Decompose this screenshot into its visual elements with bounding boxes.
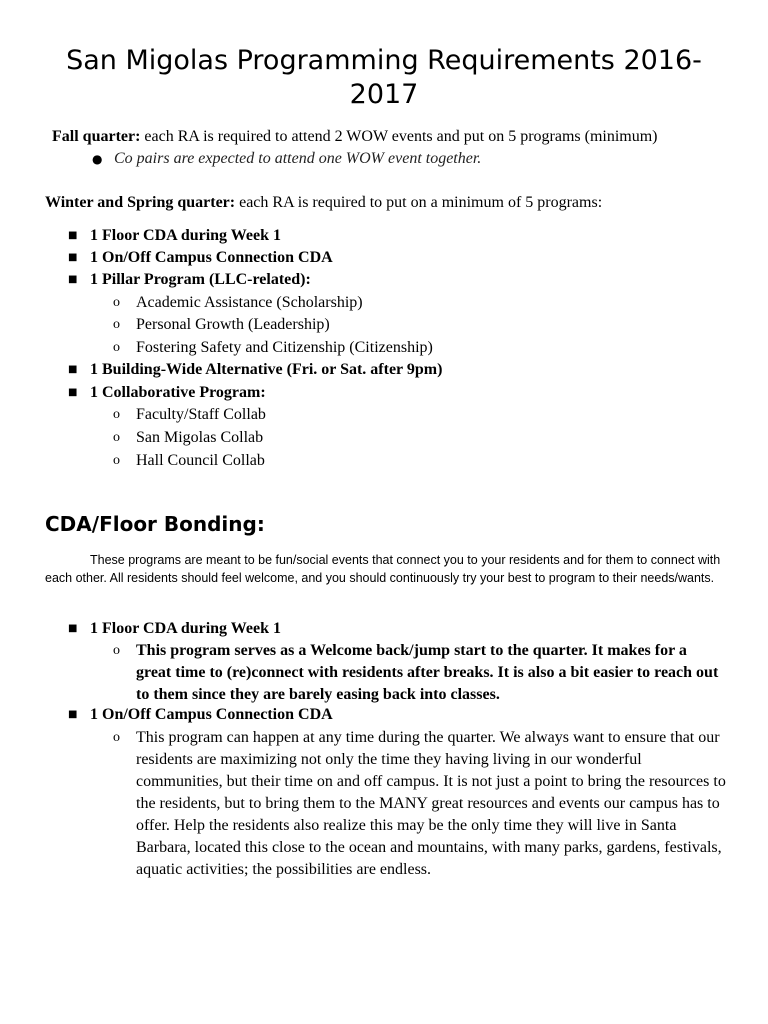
cda-item-description: This program can happen at any time during the quarter. We always want to ensure that our residents are maximizing not only the time they having living in our wonderful communities, but their time on and off campus. It is not just a point to bring the resources to the residents, but to bring them to the MANY great resources and events our campus has to offer. Help the residents also realize this may be the only time they will live in Santa Barbara, located this close to the ocean and mountains, with many parks, gardens, festivals, aquatic activities; the possibilities are endless. xyxy=(136,729,726,878)
cda-intro-paragraph: These programs are meant to be fun/social events that connect you to your residents and for them to connect with each other. All residents should feel welcome, and you should continuously try your best to program to their needs/wants. xyxy=(45,553,721,585)
cda-item-description: This program serves as a Welcome back/jump start to the quarter. It makes for a great time to (re)connect with residents after breaks. It is also a bit easier to reach out to them since they are barely easing back into classes. xyxy=(136,642,719,703)
pillar-sub-item: Academic Assistance (Scholarship) xyxy=(136,294,363,311)
circle-bullet-icon: o xyxy=(113,643,120,658)
page-title: San Migolas Programming Requirements 2016-2017 xyxy=(66,45,702,110)
pillar-sub-item: Personal Growth (Leadership) xyxy=(136,316,330,333)
circle-bullet-icon: o xyxy=(113,317,120,332)
square-bullet-icon: ■ xyxy=(68,709,78,720)
circle-bullet-icon: o xyxy=(113,730,120,745)
circle-bullet-icon: o xyxy=(113,430,120,445)
fall-quarter-label: Fall quarter: xyxy=(52,128,141,145)
requirement-item: 1 Building-Wide Alternative (Fri. or Sat. after 9pm) xyxy=(90,361,443,378)
fall-quarter-text: each RA is required to attend 2 WOW events and put on 5 programs (minimum) xyxy=(140,128,658,145)
circle-bullet-icon: o xyxy=(113,295,120,310)
cda-item-title: 1 On/Off Campus Connection CDA xyxy=(90,706,333,723)
fall-quarter-line xyxy=(52,126,658,148)
bullet-dot-icon: ● xyxy=(92,152,103,166)
pillar-sub-item: Fostering Safety and Citizenship (Citizenship) xyxy=(136,339,433,356)
fall-quarter-note: Co pairs are expected to attend one WOW event together. xyxy=(114,150,482,167)
circle-bullet-icon: o xyxy=(113,407,120,422)
requirement-item: 1 Floor CDA during Week 1 xyxy=(90,227,281,244)
circle-bullet-icon: o xyxy=(113,340,120,355)
square-bullet-icon: ■ xyxy=(68,230,78,241)
requirement-item: 1 Collaborative Program: xyxy=(90,384,266,401)
requirement-item: 1 Pillar Program (LLC-related): xyxy=(90,271,311,288)
winter-spring-text: each RA is required to put on a minimum of 5 programs: xyxy=(235,194,603,211)
square-bullet-icon: ■ xyxy=(68,252,78,263)
winter-spring-line xyxy=(45,192,602,214)
square-bullet-icon: ■ xyxy=(68,274,78,285)
cda-item-title: 1 Floor CDA during Week 1 xyxy=(90,620,281,637)
square-bullet-icon: ■ xyxy=(68,364,78,375)
cda-heading: CDA/Floor Bonding: xyxy=(45,512,265,536)
requirement-item: 1 On/Off Campus Connection CDA xyxy=(90,249,333,266)
square-bullet-icon: ■ xyxy=(68,623,78,634)
square-bullet-icon: ■ xyxy=(68,387,78,398)
collab-sub-item: Faculty/Staff Collab xyxy=(136,406,266,423)
collab-sub-item: Hall Council Collab xyxy=(136,452,265,469)
collab-sub-item: San Migolas Collab xyxy=(136,429,264,446)
winter-spring-label: Winter and Spring quarter: xyxy=(45,194,236,211)
circle-bullet-icon: o xyxy=(113,453,120,468)
